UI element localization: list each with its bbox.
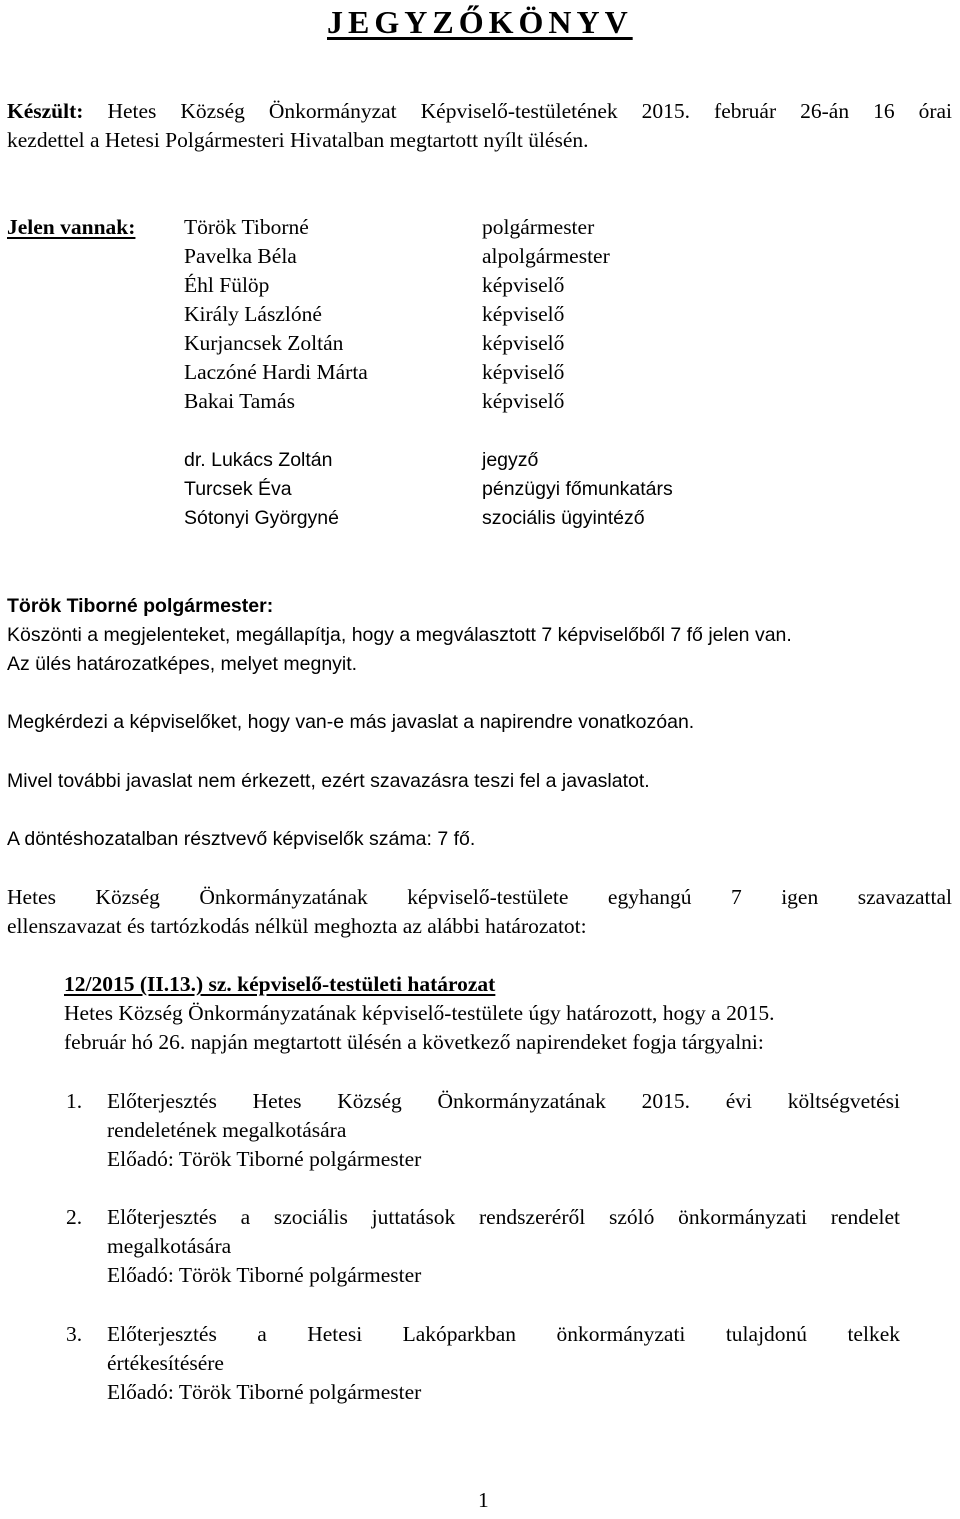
vote-line-2: ellenszavazat és tartózkodás nélkül meghozta az alábbi határozatot: (7, 914, 587, 938)
attendee-name: Török Tiborné (184, 215, 309, 239)
agenda-item-1-presenter: Előadó: Török Tiborné polgármester (107, 1147, 422, 1171)
agenda-item-2-line-2: megalkotására (107, 1234, 232, 1258)
attendee-role: képviselő (482, 331, 565, 355)
agenda-item-2-line-1: Előterjesztés a szociális juttatások rendszeréről szóló önkormányzati rendelet (107, 1205, 900, 1229)
resolution-text-1: Hetes Község Önkormányzatának képviselő-testülete úgy határozott, hogy a 2015. (64, 1001, 775, 1025)
member-names (184, 213, 368, 416)
intro-line-1 (7, 97, 952, 126)
document-title: JEGYZŐKÖNYV (327, 4, 633, 40)
mayor-paragraph-1b: Az ülés határozatképes, melyet megnyit. (7, 653, 358, 675)
mayor-paragraph-3: Mivel további javaslat nem érkezett, ezért szavazásra teszi fel a javaslatot. (7, 770, 650, 792)
mayor-heading: Török Tiborné polgármester: (7, 595, 274, 617)
mayor-paragraph-4: A döntéshozatalban résztvevő képviselők száma: 7 fő. (7, 828, 476, 850)
agenda-number: 1. (66, 1089, 83, 1113)
page-number: 1 (478, 1488, 489, 1512)
attendee-role: alpolgármester (482, 244, 610, 268)
agenda-item-3-line-1: Előterjesztés a Hetesi Lakóparkban önkormányzati tulajdonú telkek (107, 1322, 900, 1346)
agenda-number: 2. (66, 1205, 83, 1229)
agenda-number: 3. (66, 1322, 83, 1346)
staff-role: pénzügyi főmunkatárs (482, 478, 673, 500)
attendee-role: képviselő (482, 389, 565, 413)
attendee-name: Bakai Tamás (184, 389, 295, 413)
agenda-item-3-presenter: Előadó: Török Tiborné polgármester (107, 1380, 422, 1404)
intro-text-1: Hetes Község Önkormányzat Képviselő-testületének 2015. február 26-án 16 órai (107, 99, 953, 123)
staff-name: Sótonyi Györgyné (184, 507, 340, 529)
intro-label: Készült: (7, 99, 84, 123)
staff-role: szociális ügyintéző (482, 507, 645, 529)
attendee-name: Laczóné Hardi Márta (184, 360, 368, 384)
attendee-role: polgármester (482, 215, 595, 239)
agenda-item-2-presenter: Előadó: Török Tiborné polgármester (107, 1263, 422, 1287)
mayor-paragraph-2: Megkérdezi a képviselőket, hogy van-e más javaslat a napirendre vonatkozóan. (7, 711, 695, 733)
agenda-item-1-line-2: rendeletének megalkotására (107, 1118, 347, 1142)
agenda-item-1-line-1: Előterjesztés Hetes Község Önkormányzatának 2015. évi költségvetési (107, 1089, 900, 1113)
intro-line-2: kezdettel a Hetesi Polgármesteri Hivatalban megtartott nyílt ülésén. (7, 128, 589, 152)
agenda-item-3-line-2: értékesítésére (107, 1351, 224, 1375)
staff-names (184, 446, 339, 533)
staff-name: Turcsek Éva (184, 478, 292, 500)
attendee-role: képviselő (482, 273, 565, 297)
member-roles (482, 213, 610, 416)
staff-roles (482, 446, 673, 533)
staff-name: dr. Lukács Zoltán (184, 449, 333, 471)
attendee-name: Kurjancsek Zoltán (184, 331, 344, 355)
attendees-label: Jelen vannak: (7, 215, 136, 239)
staff-role: jegyző (482, 449, 539, 471)
attendee-name: Király Lászlóné (184, 302, 322, 326)
attendee-name: Pavelka Béla (184, 244, 297, 268)
attendee-name: Éhl Fülöp (184, 273, 270, 297)
resolution-number: 12/2015 (II.13.) sz. képviselő-testületi határozat (64, 972, 496, 996)
vote-line-1: Hetes Község Önkormányzatának képviselő-testülete egyhangú 7 igen szavazattal (7, 885, 952, 909)
mayor-paragraph-1a: Köszönti a megjelenteket, megállapítja, hogy a megválasztott 7 képviselőből 7 fő jelen van. (7, 624, 792, 646)
attendee-role: képviselő (482, 302, 565, 326)
attendee-role: képviselő (482, 360, 565, 384)
resolution-text-2: február hó 26. napján megtartott ülésén a következő napirendeket fogja tárgyalni: (64, 1030, 764, 1054)
